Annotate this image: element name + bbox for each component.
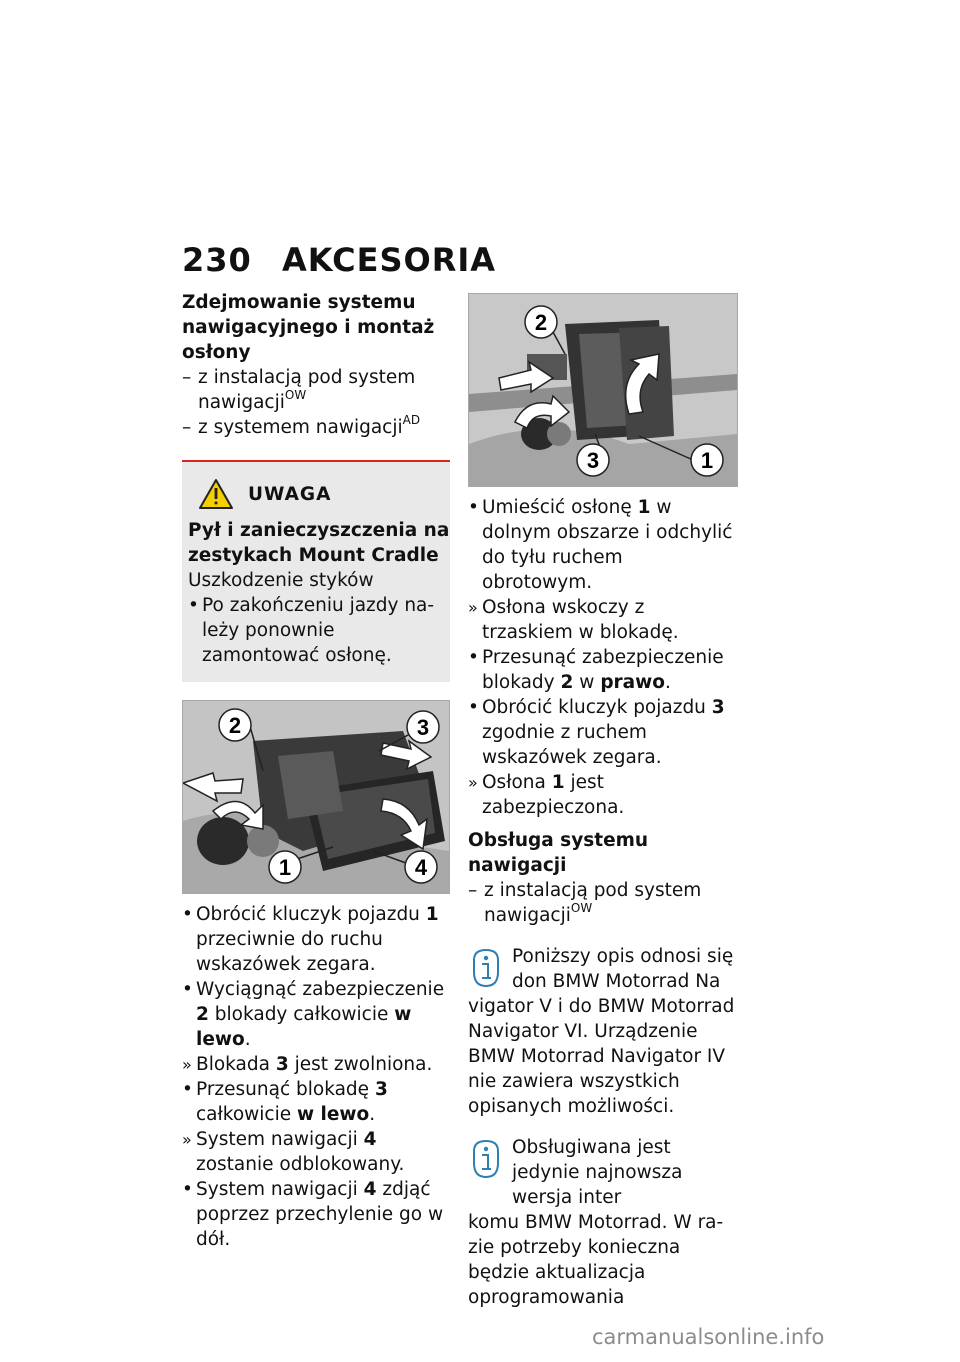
step-item: • Wyciągnąć zabezpieczenie 2 blokady całkowicie w lewo. [182,977,450,1052]
step-item: • Obrócić kluczyk pojazdu 3 zgodnie z ruchem wskazówek zegara. [468,695,738,770]
warning-body [182,518,450,668]
info-note-text: komu BMW Motorrad. W razie potrzeby konieczna będzie aktualizacja oprogramowania [468,1212,724,1308]
figure-callout: 1 [278,855,292,880]
navigation-removal-figure [182,700,450,894]
condition-item: – z systemem nawigacji$^{AD}$ [182,415,450,440]
warning-header [182,476,450,512]
info-icon [468,1137,504,1181]
left-column [182,290,450,1252]
step-item: • Umieścić osłonę 1 w dolnym obszarze i odchylić do tyłu ruchem obrotowym. [468,495,738,595]
condition-item: – z instalacją pod system nawigacji$^{OW}$ [468,878,738,928]
warning-triangle-icon [198,478,234,510]
chapter-title: AKCESORIA [282,241,497,279]
section-heading: Zdejmowanie systemu nawigacyjnego i montaż osłony [182,292,435,363]
warning-list-item: • Po zakończeniu jazdy należy ponownie zamontować osłonę. [188,593,450,668]
watermark: carmanualsonline.info [592,1325,825,1349]
info-icon [468,946,504,990]
info-note: Obsługiwana jest jedynie najnowsza wersja inter [468,1135,738,1210]
figure-install-illustration [469,294,737,486]
figure-callout: 3 [586,448,600,473]
step-item: • System nawigacji 4 zdjąć poprzez przechylenie go w dół. [182,1177,450,1252]
right-column [468,293,738,1310]
warning-text: Uszkodzenie styków [188,570,374,591]
condition-item: – z instalacją pod system nawigacji$^{OW}$ [182,365,450,415]
page-number: 230 [182,241,252,279]
figure-removal-illustration [183,701,449,893]
result-item: » Osłona wskoczy z trzaskiem w blokadę. [468,595,738,645]
figure-callout: 3 [416,715,430,740]
section-heading: Obsługa systemu nawigacji [468,830,649,876]
result-item: » Osłona 1 jest zabezpieczona. [468,770,738,820]
cover-install-figure [468,293,738,487]
result-item: » System nawigacji 4 zostanie odblokowany. [182,1127,450,1177]
warning-box [182,460,450,682]
info-note-text: vigator V i do BMW Motorrad Navigator VI. Urządzenie BMW Motorrad Navigator IV nie zawiera wszystkich opisanych możliwości. [468,996,735,1117]
result-item: » Blokada 3 jest zwolniona. [182,1052,450,1077]
figure-callout: 1 [700,448,714,473]
warning-title: Pył i zanieczyszczenia na zestykach Mount Cradle [188,520,450,566]
step-item: • Przesunąć blokadę 3 całkowicie w lewo. [182,1077,450,1127]
figure-callout: 2 [228,713,242,738]
figure-callout: 4 [414,855,428,880]
warning-label: UWAGA [248,483,332,505]
step-item: • Obrócić kluczyk pojazdu 1 przeciwnie do ruchu wskazówek zegara. [182,902,450,977]
step-item: • Przesunąć zabezpieczenie blokady 2 w prawo. [468,645,738,695]
figure-callout: 2 [534,310,548,335]
info-note: Poniższy opis odnosi się don BMW Motorrad Na [468,944,738,994]
